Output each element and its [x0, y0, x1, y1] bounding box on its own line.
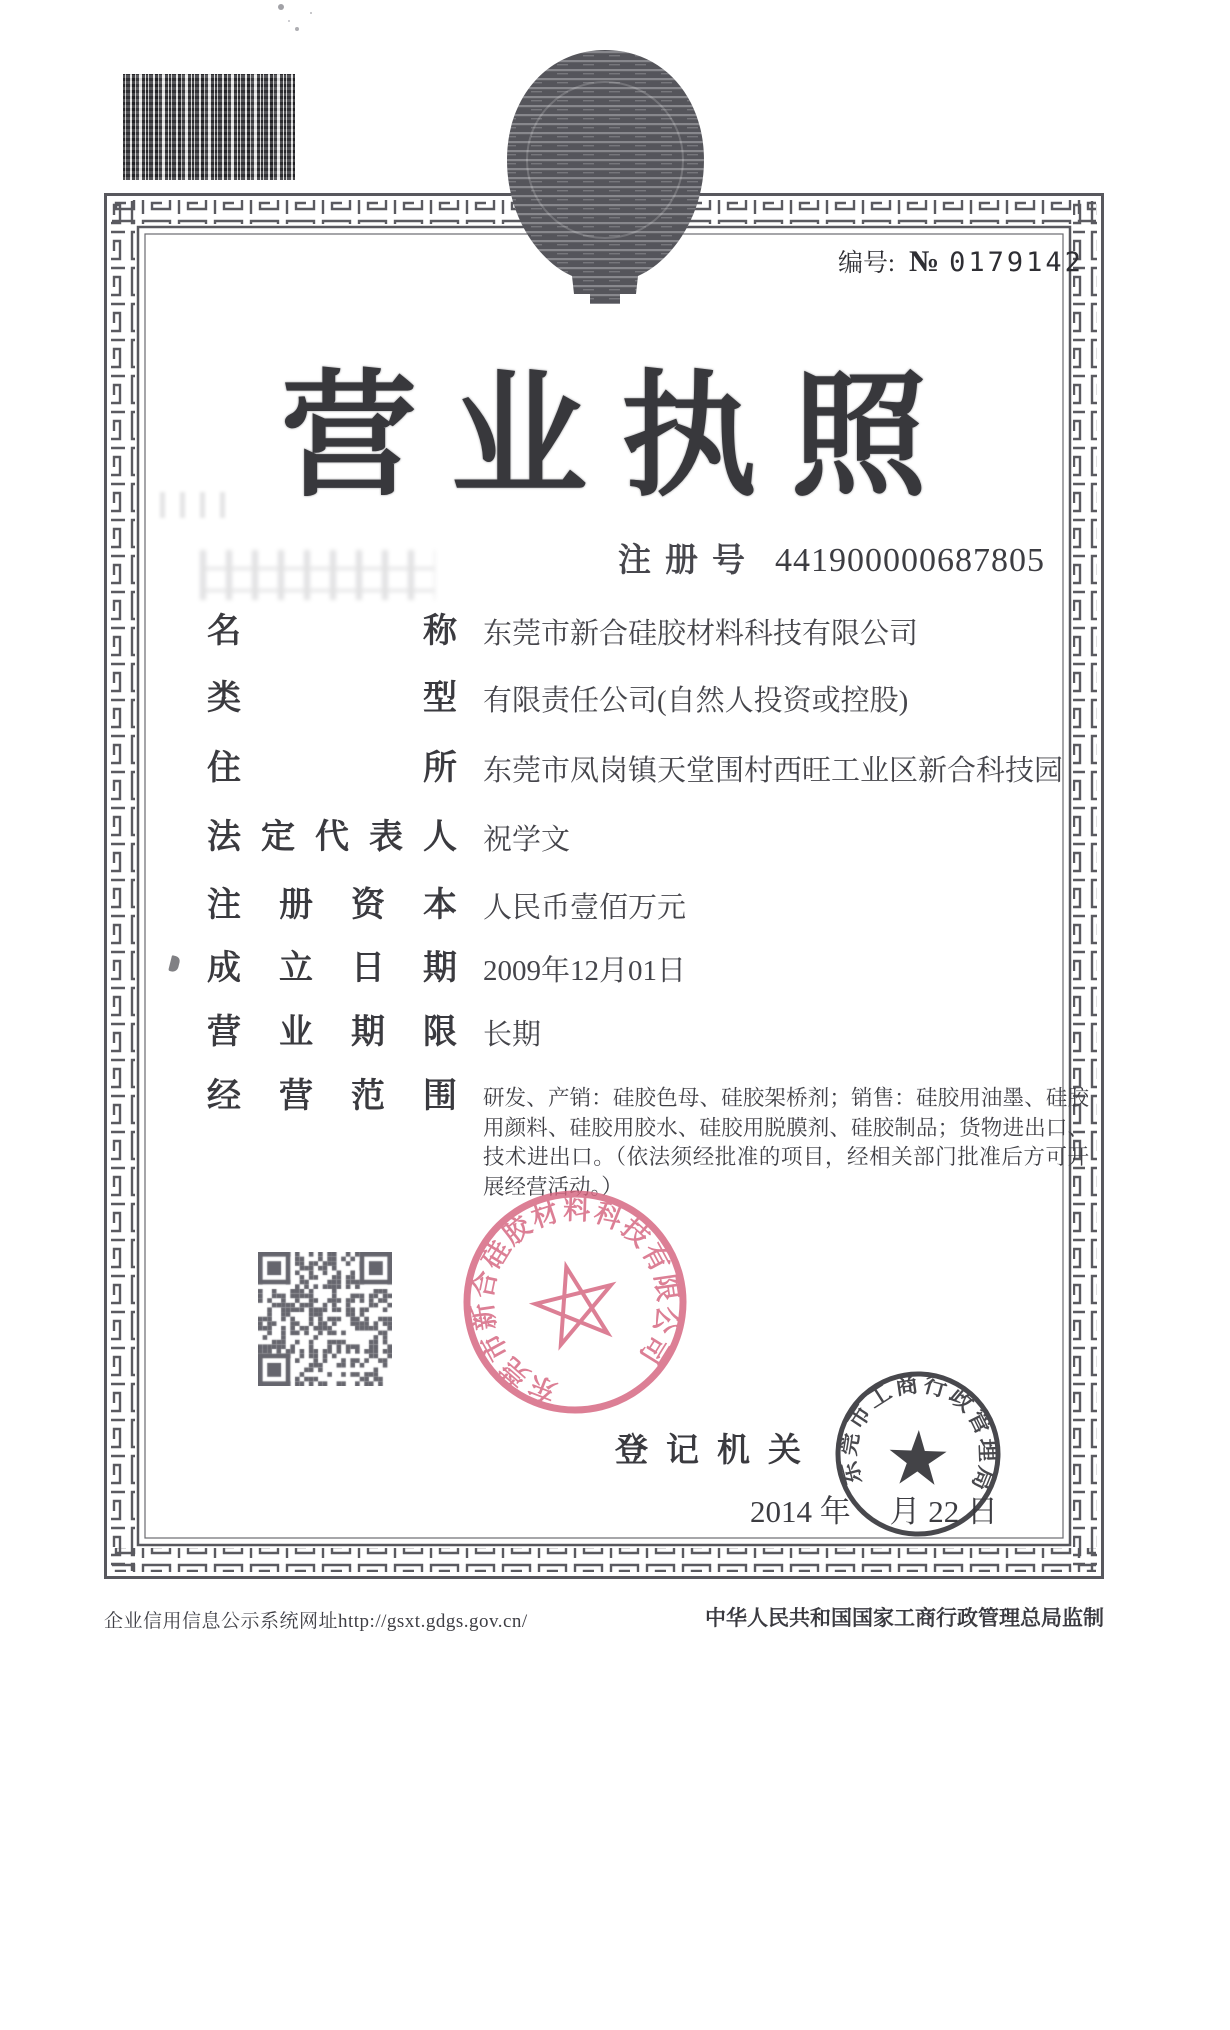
star-icon — [528, 1258, 622, 1349]
barcode-icon — [123, 74, 295, 180]
license-title: 营业执照 — [281, 363, 961, 513]
field-label: 名称 — [207, 613, 457, 650]
issue-date: 2014 年 月 22 日 — [750, 1494, 998, 1529]
field-value: 人民币壹佰万元 — [483, 892, 687, 924]
field-row-legal-representative — [207, 818, 1089, 858]
field-label: 类型 — [207, 680, 457, 717]
registry-authority-label: 登记机关 — [615, 1433, 819, 1469]
regno-value: 441900000687805 — [775, 542, 1045, 579]
registry-seal-text: 东莞市工商行政管理局 — [835, 1370, 1001, 1497]
serial-number-line — [838, 243, 1084, 279]
regno-label: 注册号 — [618, 543, 759, 579]
field-value: 有限责任公司(自然人投资或控股) — [483, 685, 909, 717]
field-label: 住所 — [207, 750, 457, 787]
field-value: 长期 — [483, 1019, 542, 1051]
field-label: 法定代表人 — [207, 819, 457, 856]
field-value: 东莞市新合硅胶材料科技有限公司 — [483, 618, 919, 650]
footer-issuer: 中华人民共和国国家工商行政管理总局监制 — [705, 1606, 1104, 1630]
field-label: 营业期限 — [207, 1014, 457, 1051]
field-label: 经营范围 — [207, 1078, 457, 1115]
field-row-type — [207, 679, 1089, 719]
field-row-registered-capital — [207, 886, 1089, 926]
field-label: 注册资本 — [207, 887, 457, 924]
qr-code — [258, 1252, 392, 1386]
company-seal-text: 东莞市新合硅胶材料科技有限公司 — [467, 1194, 684, 1407]
field-row-business-term — [207, 1013, 1089, 1053]
footer-credit-system-url: 企业信用信息公示系统网址http://gsxt.gdgs.gov.cn/ — [104, 1611, 528, 1632]
numero-sign: № — [908, 245, 940, 278]
registration-number-line — [618, 534, 1045, 581]
serial-number: 0179142 — [949, 247, 1084, 278]
star-icon — [888, 1429, 947, 1485]
field-row-establishment-date — [207, 949, 1089, 989]
field-value: 祝学文 — [483, 824, 571, 856]
field-row-address — [207, 749, 1089, 789]
registry-seal — [827, 1363, 1009, 1545]
serial-label: 编号: — [838, 250, 895, 277]
field-value: 研发、产销：硅胶色母、硅胶架桥剂；销售：硅胶用油墨、硅胶用颜料、硅胶用胶水、硅胶用脱膜剂、硅胶制品；货物进出口、技术进出口。（依法须经批准的项目，经相关部门批准后方可开展经营活动。） — [483, 1086, 1089, 1199]
field-value: 东莞市凤岗镇天堂围村西旺工业区新合科技园 — [483, 755, 1064, 787]
field-row-name — [207, 612, 1089, 652]
scan-artifact — [278, 4, 284, 10]
field-value: 2009年12月01日 — [483, 955, 687, 987]
scan-artifact — [200, 550, 435, 600]
national-emblem-icon — [498, 48, 713, 306]
field-label: 成立日期 — [207, 950, 457, 987]
